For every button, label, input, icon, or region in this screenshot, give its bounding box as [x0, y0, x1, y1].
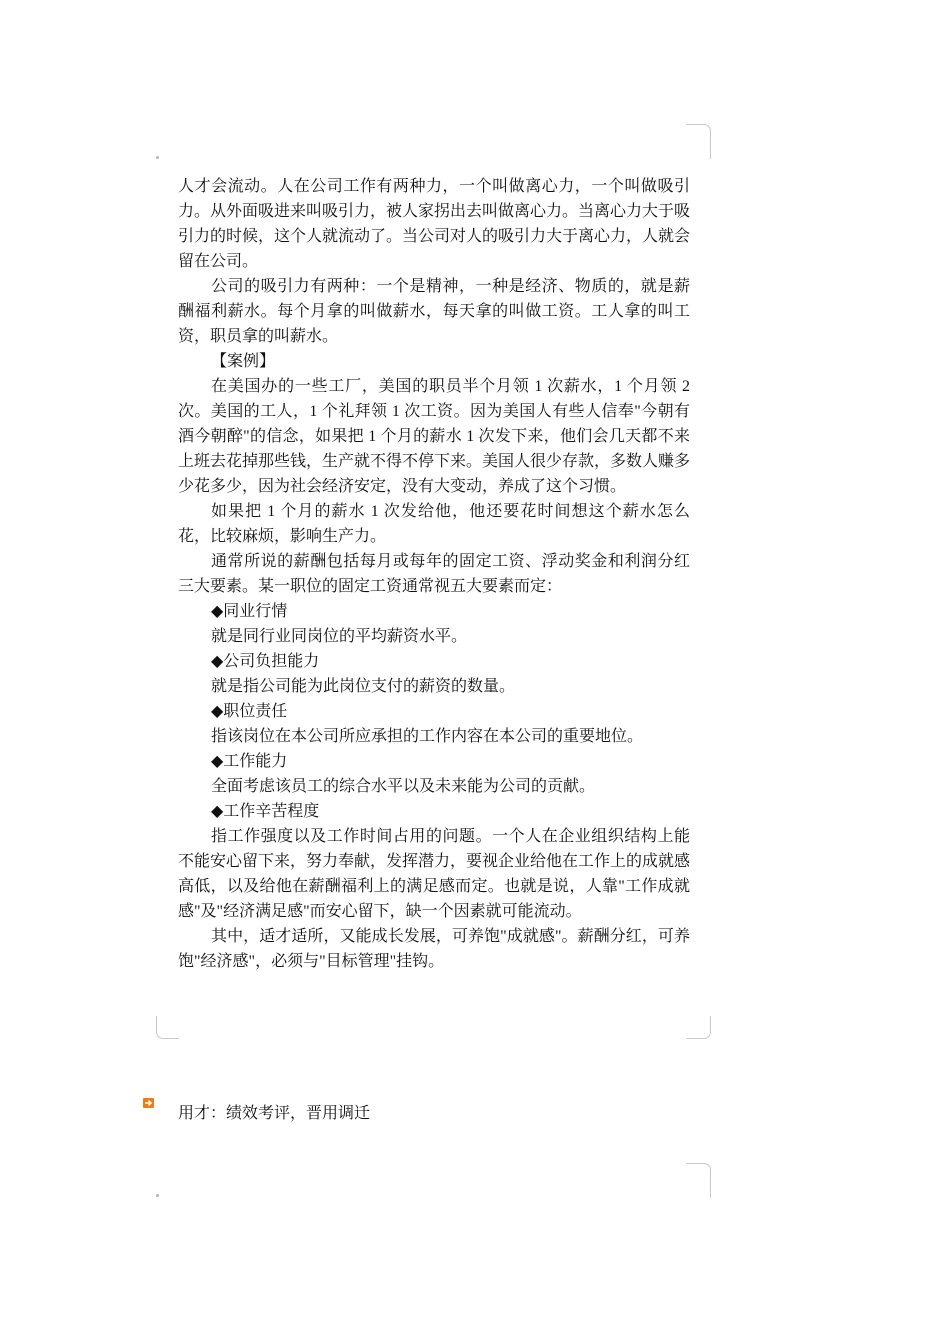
- paragraph: 指工作强度以及工作时间占用的问题。一个人在企业组织结构上能不能安心留下来，努力奉献，发挥潜力，要视企业给他在工作上的成就感高低，以及给他在薪酬福利上的满足感而定。也就是说，人靠"工作成就感"及"经济满足感"而安心留下，缺一个因素就可能流动。: [178, 828, 691, 920]
- bullet-heading: ◆工作能力: [211, 753, 288, 770]
- page-corner-top-right: [686, 124, 711, 159]
- page-body: [178, 174, 690, 974]
- page-corner-bottom-right: [686, 1016, 711, 1039]
- paragraph: 通常所说的薪酬包括每月或每年的固定工资、浮动奖金和利润分红三大要素。某一职位的固定工资通常视五大要素而定：: [178, 553, 690, 595]
- paragraph: 人才会流动。人在公司工作有两种力，一个叫做离心力，一个叫做吸引力。从外面吸进来叫吸引力，被人家拐出去叫做离心力。当离心力大于吸引力的时候，这个人就流动了。当公司对人的吸引力大于离心力，人就会留在公司。: [178, 178, 691, 270]
- page-corner-top-right: [686, 1163, 711, 1198]
- bullet-heading: ◆职位责任: [211, 703, 288, 720]
- page-corner-mark: [156, 1194, 159, 1197]
- bullet-heading: ◆公司负担能力: [211, 653, 320, 670]
- paragraph-heading: 【案例】: [211, 353, 276, 370]
- paragraph: 公司的吸引力有两种：一个是精神，一种是经济、物质的，就是薪酬福利薪水。每个月拿的叫做薪水，每天拿的叫做工资。工人拿的叫工资，职员拿的叫薪水。: [178, 278, 690, 345]
- bullet-description: 全面考虑该员工的综合水平以及未来能为公司的贡献。: [211, 778, 596, 795]
- bullet-description: 指该岗位在本公司所应承担的工作内容在本公司的重要地位。: [211, 728, 644, 745]
- paragraph: 在美国办的一些工厂，美国的职员半个月领 1 次薪水，1 个月领 2 次。美国的工人，1 个礼拜领 1 次工资。因为美国人有些人信奉"今朝有酒今朝醉"的信念，如果把 1 个月的薪水 1 次发下来，他们会几天都不来上班去花掉那些钱，生产就不得不停下来。美国人很少存款，多数人赚多少花多少，因为社会经济安定，没有大变动，养成了这个习惯。: [178, 378, 691, 495]
- bullet-description: 就是同行业同岗位的平均薪资水平。: [211, 628, 468, 645]
- paragraph: 其中，适才适所，又能成长发展，可养饱"成就感"。薪酬分红，可养饱"经济感"，必须与"目标管理"挂钩。: [178, 928, 690, 970]
- section-title: 用才：绩效考评，晋用调迁: [178, 1105, 371, 1122]
- page-corner-mark: [156, 156, 159, 159]
- arrow-right-icon: [143, 1098, 154, 1108]
- bullet-heading: ◆同业行情: [211, 603, 288, 620]
- bullet-heading: ◆工作辛苦程度: [211, 803, 320, 820]
- bullet-description: 就是指公司能为此岗位支付的薪资的数量。: [211, 678, 516, 695]
- paragraph: 如果把 1 个月的薪水 1 次发给他，他还要花时间想这个薪水怎么花，比较麻烦，影响生产力。: [178, 503, 690, 545]
- page-corner-bottom-left: [156, 1016, 179, 1039]
